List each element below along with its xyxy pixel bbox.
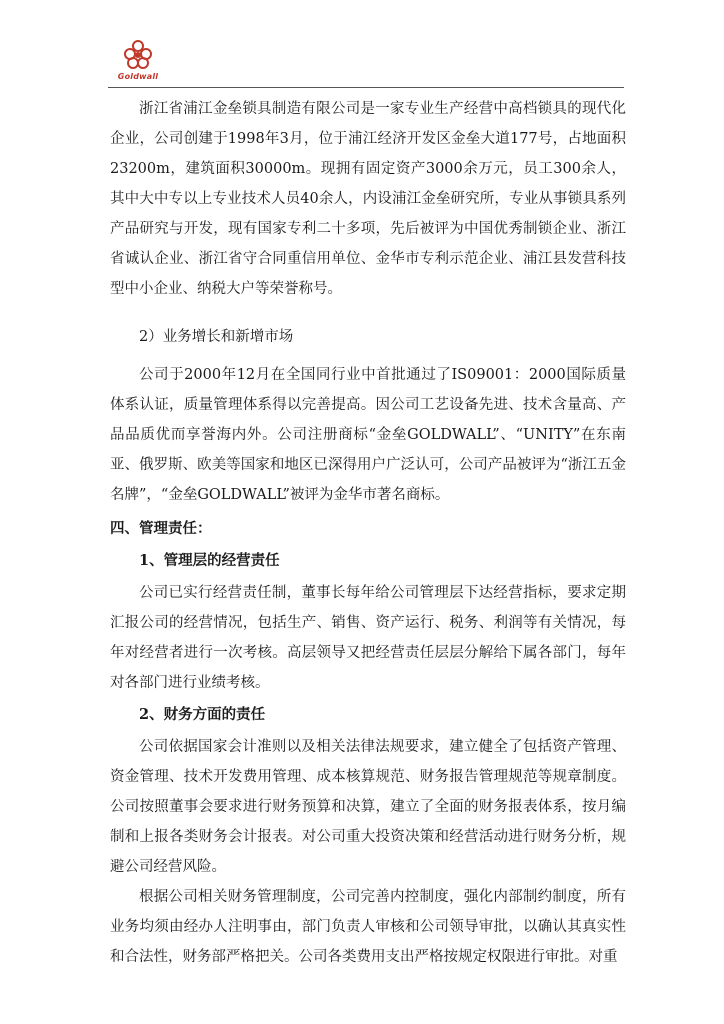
section-heading-management: 四、管理责任： — [110, 520, 212, 537]
page-header — [108, 38, 624, 88]
heading-management-responsibility: 1、管理层的经营责任 — [139, 552, 280, 569]
management-responsibility-paragraph: 公司已实行经营责任制，董事长每年给公司管理层下达经营指标，要求定期汇报公司的经营情况，包括生产、销售、资产运行、税务、利润等有关情况，每年对经营者进行一次考核。高层领导又把经营责任层层分解给下属各部门，每年对各部门进行业绩考核。 — [110, 585, 626, 691]
company-logo — [108, 38, 168, 86]
header-divider — [108, 87, 624, 88]
internal-control-paragraph: 根据公司相关财务管理制度，公司完善内控制度，强化内部制约制度，所有业务均须由经办人注明事由，部门负责人审核和公司领导审批，以确认其真实性和合法性，财务部严格把关。公司各类费用支出严格按规定权限进行审批。对重 — [110, 889, 626, 965]
company-intro-paragraph: 浙江省浦江金垒锁具制造有限公司是一家专业生产经营中高档锁具的现代化企业，公司创建于1998年3月，位于浦江经济开发区金垒大道177号，占地面积23200m，建筑面积30000m。现拥有固定资产3000余万元，员工300余人，其中大中专以上专业技术人员40余人，内设浦江金垒研究所，专业从事锁具系列产品研究与开发，现有国家专利二十多项，先后被评为中国优秀制锁企业、浙江省诚认企业、浙江省守合同重信用单位、金华市专利示范企业、浦江县发营科技型中小企业、纳税大户等荣誉称号。 — [110, 101, 626, 297]
subheading-business-growth: 2）业务增长和新增市场 — [139, 329, 294, 345]
business-growth-paragraph: 公司于2000年12月在全国同行业中首批通过了IS09001：2000国际质量体系认证，质量管理体系得以完善提高。因公司工艺设备先进、技术含量高、产品品质优而享誉海内外。公司注册商标“金垒GOLDWALL”、“UNITY”在东南亚、俄罗斯、欧美等国家和地区已深得用户广泛认可，公司产品被评为“浙江五金名牌”，“金垒GOLDWALL”被评为金华市著名商标。 — [110, 367, 626, 503]
logo-wordmark: Goldwall — [117, 72, 159, 81]
heading-finance-responsibility: 2、财务方面的责任 — [139, 706, 266, 723]
finance-policy-paragraph: 公司依据国家会计准则以及相关法律法规要求，建立健全了包括资产管理、资金管理、技术开发费用管理、成本核算规范、财务报告管理规范等规章制度。公司按照董事会要求进行财务预算和决算，建立了全面的财务报表体系，按月编制和上报各类财务会计报表。对公司重大投资决策和经营活动进行财务分析，规避公司经营风险。 — [110, 739, 626, 875]
logo-flower-icon — [122, 38, 154, 70]
document-body — [110, 94, 626, 972]
